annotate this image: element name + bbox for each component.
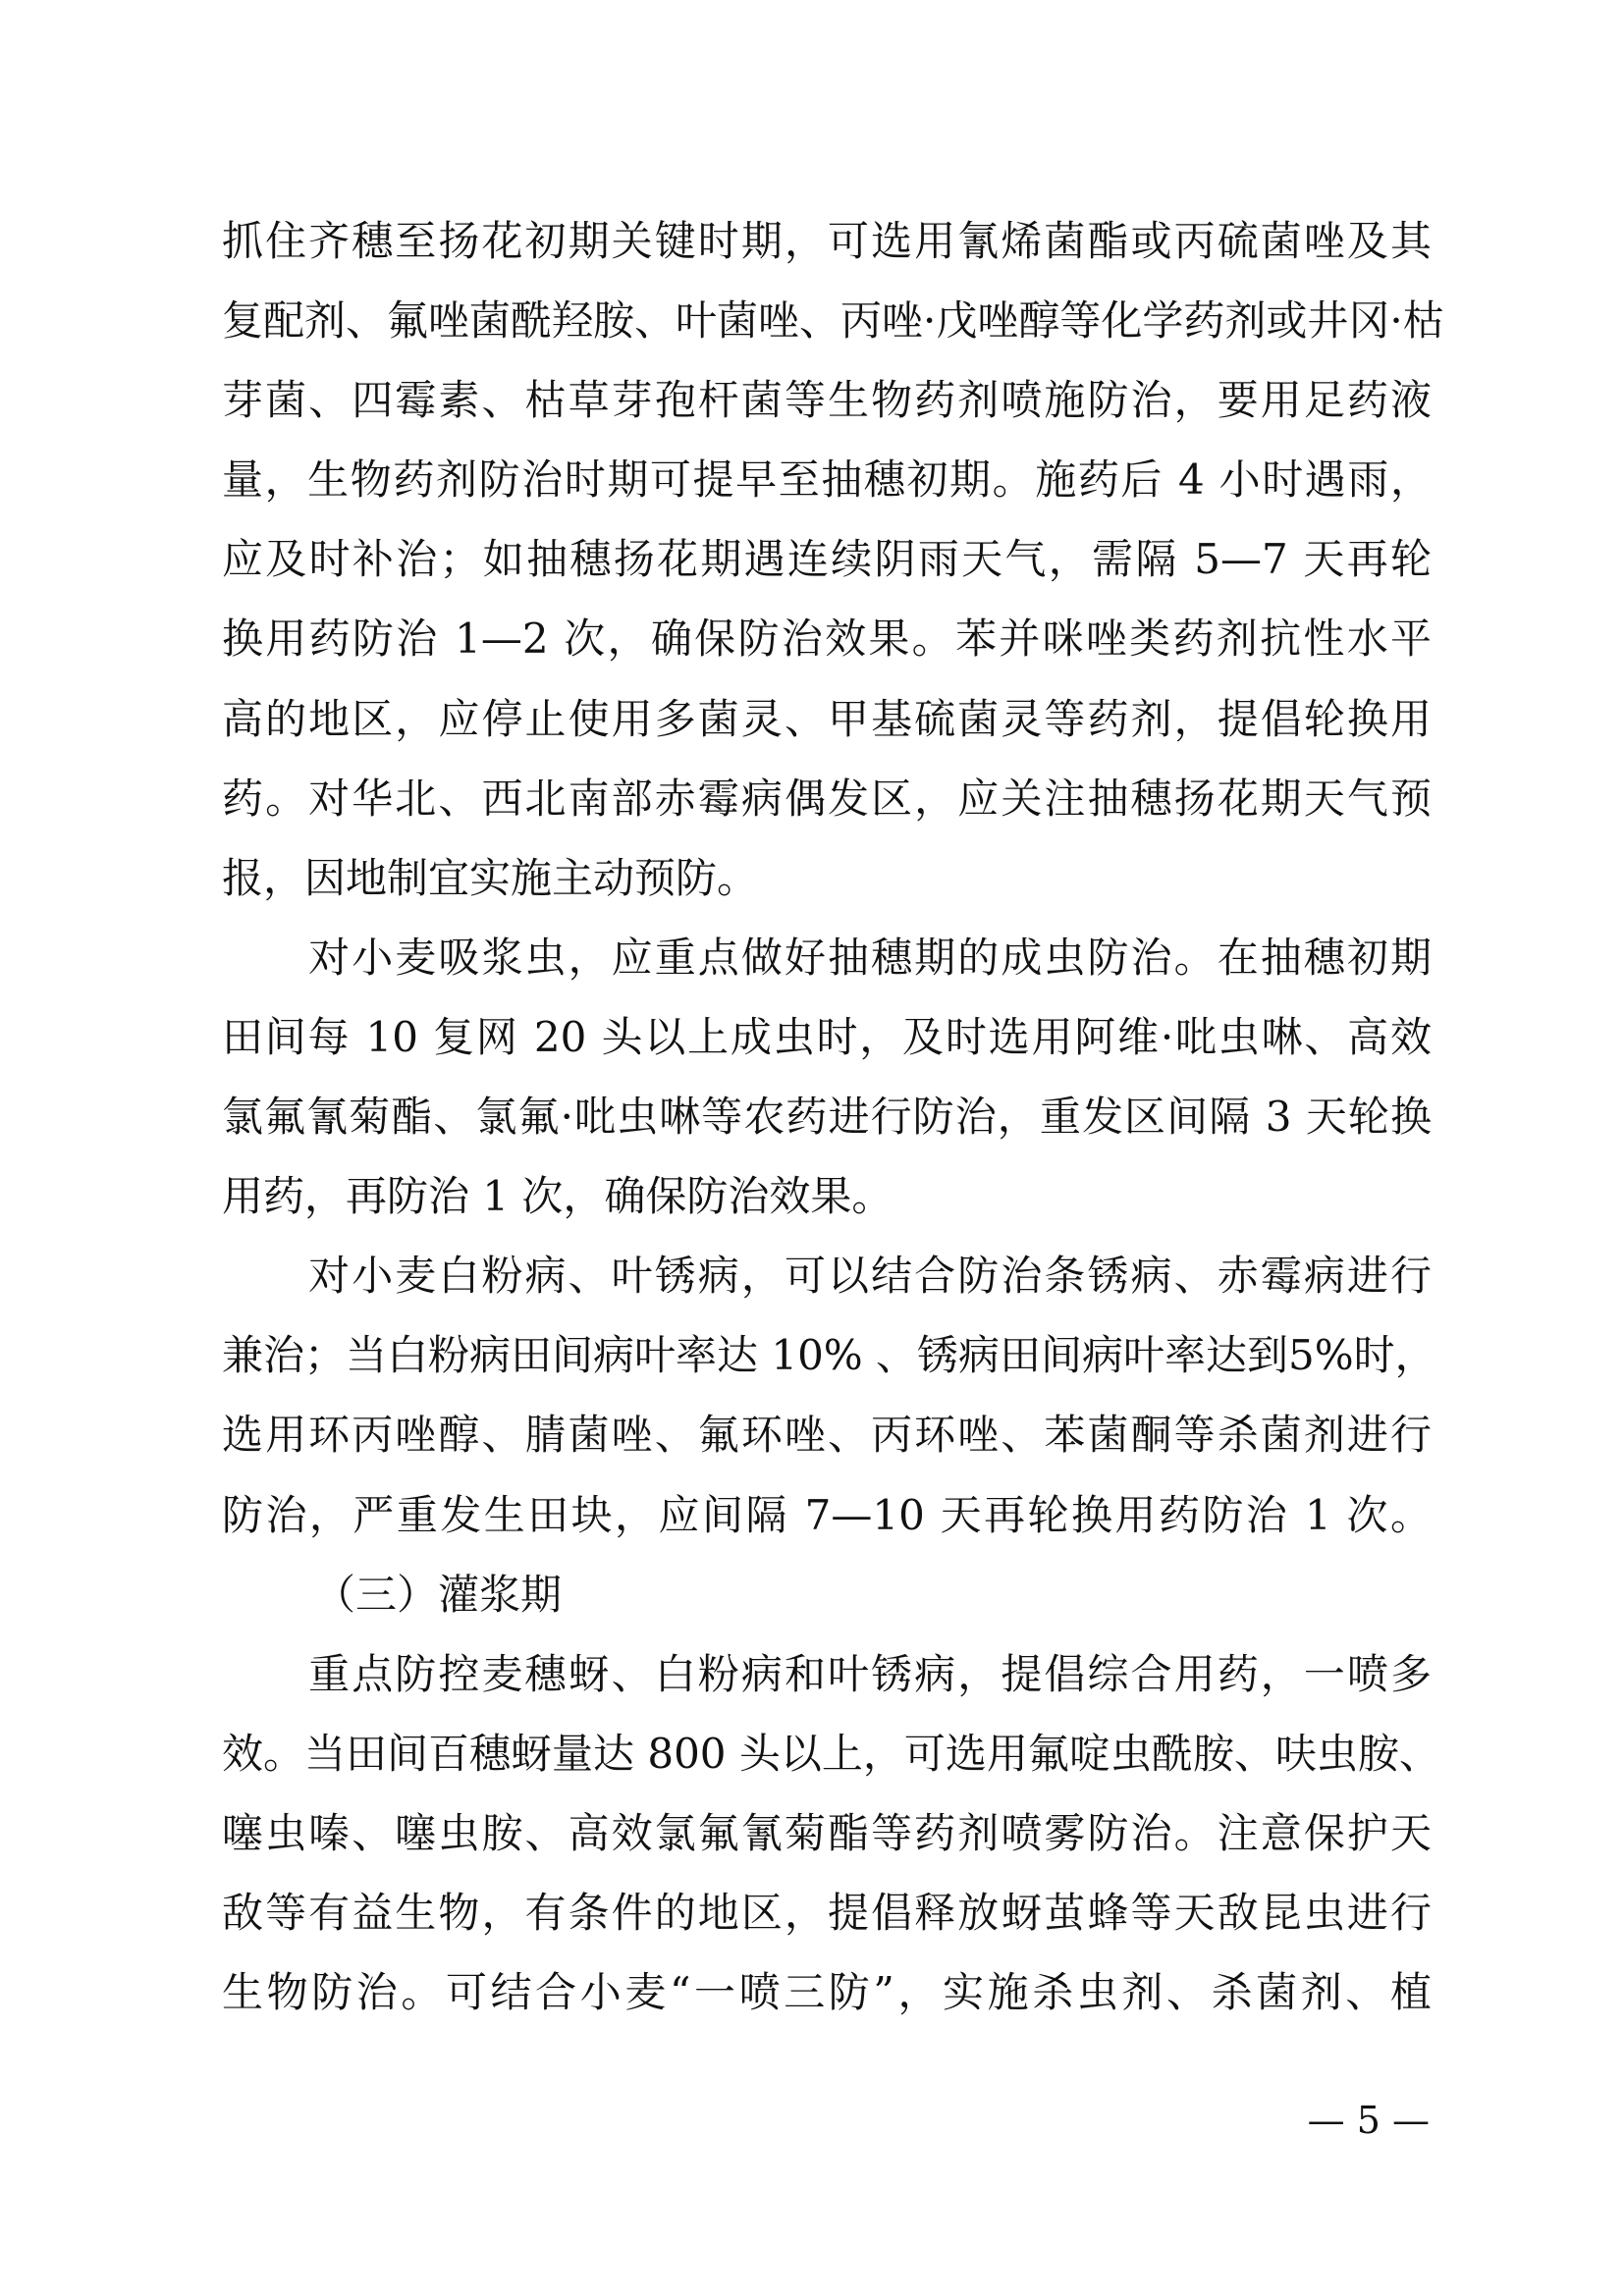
text-line: 芽菌、四霉素、枯草芽孢杆菌等生物药剂喷施防治，要用足药液 [222,376,1432,425]
text-line: 田间每 10 复网 20 头以上成虫时，及时选用阿维·吡虫啉、高效 [222,1012,1432,1061]
text-line: 报，因地制宜实施主动预防。 [222,853,759,902]
body-text [222,201,1444,2032]
text-line: 药。对华北、西北南部赤霉病偶发区，应关注抽穗扬花期天气预 [222,774,1432,823]
text-line: 选用环丙唑醇、腈菌唑、氟环唑、丙环唑、苯菌酮等杀菌剂进行 [222,1411,1432,1460]
text-line: 复配剂、氟唑菌酰羟胺、叶菌唑、丙唑·戊唑醇等化学药剂或井冈·枯 [222,296,1444,346]
text-line: 重点防控麦穗蚜、白粉病和叶锈病，提倡综合用药，一喷多 [222,1649,1432,1698]
text-line: 防治，严重发生田块，应间隔 7—10 天再轮换用药防治 1 次。 [222,1490,1432,1539]
text-line: 高的地区，应停止使用多菌灵、甲基硫菌灵等药剂，提倡轮换用 [222,694,1432,743]
section-heading: （三）灌浆期 [314,1570,563,1619]
text-line: 敌等有益生物，有条件的地区，提倡释放蚜茧蜂等天敌昆虫进行 [222,1888,1432,1937]
text-line: 量，生物药剂防治时期可提早至抽穗初期。施药后 4 小时遇雨， [222,455,1432,505]
text-line: 对小麦吸浆虫，应重点做好抽穗期的成虫防治。在抽穗初期 [222,933,1432,982]
text-line: 抓住齐穗至扬花初期关键时期，可选用氰烯菌酯或丙硫菌唑及其 [222,217,1432,265]
text-line: 应及时补治；如抽穗扬花期遇连续阴雨天气，需隔 5—7 天再轮 [222,535,1432,584]
text-line: 氯氟氰菊酯、氯氟·吡虫啉等农药进行防治，重发区间隔 3 天轮换 [222,1093,1432,1142]
text-line: 兼治；当白粉病田间病叶率达 10% 、锈病田间病叶率达到5%时， [222,1331,1436,1380]
text-line: 生物防治。可结合小麦“一喷三防”，实施杀虫剂、杀菌剂、植 [222,1968,1432,2017]
text-line: 噻虫嗪、噻虫胺、高效氯氟氰菊酯等药剂喷雾防治。注意保护天 [222,1808,1432,1857]
text-line: 用药，再防治 1 次，确保防治效果。 [222,1172,893,1221]
text-line: 对小麦白粉病、叶锈病，可以结合防治条锈病、赤霉病进行 [222,1252,1432,1301]
text-line: 效。当田间百穗蚜量达 800 头以上，可选用氟啶虫酰胺、呋虫胺、 [222,1729,1440,1778]
page-number: — 5 — [1307,2099,1430,2142]
text-line: 换用药防治 1—2 次，确保防治效果。苯并咪唑类药剂抗性水平 [222,614,1432,664]
